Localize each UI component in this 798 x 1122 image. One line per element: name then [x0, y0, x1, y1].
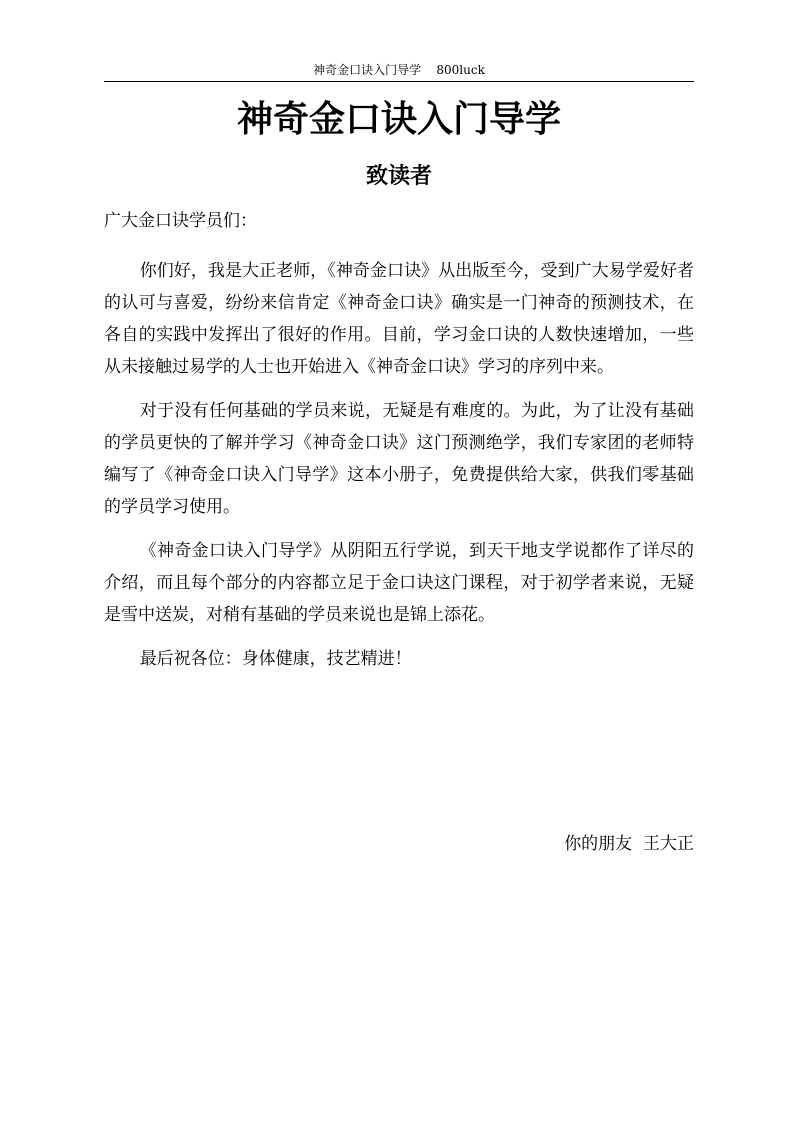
- salutation: 广大金口诀学员们：: [104, 211, 257, 231]
- paragraph-contents: 《神奇金口诀入门导学》从阴阳五行学说，到天干地支学说都作了详尽的介绍，而且每个部分的内容都立足于金口诀这门课程，对于初学者来说，无疑是雪中送炭，对稍有基础的学员来说也是锦上添花。: [104, 541, 694, 625]
- paragraph-greeting: 你们好，我是大正老师，《神奇金口诀》从出版至今，受到广大易学爱好者的认可与喜爱，纷纷来信肯定《神奇金口诀》确实是一门神奇的预测技术，在各自的实践中发挥出了很好的作用。目前，学习金口诀的人数快速增加，一些从未接触过易学的人士也开始进入《神奇金口诀》学习的序列中来。: [104, 261, 694, 377]
- letter-body: [104, 255, 694, 675]
- header-rule: [104, 81, 694, 82]
- paragraph-purpose: 对于没有任何基础的学员来说，无疑是有难度的。为此，为了让没有基础的学员更快的了解并学习《神奇金口诀》这门预测绝学，我们专家团的老师特编写了《神奇金口诀入门导学》这本小册子，免费提供给大家，供我们零基础的学员学习使用。: [104, 401, 694, 517]
- document-title: 神奇金口诀入门导学: [236, 99, 561, 140]
- paragraph-closing: 最后祝各位：身体健康，技艺精进！: [139, 649, 412, 669]
- signature: 你的朋友 王大正: [564, 834, 694, 854]
- running-header: 神奇金口诀入门导学 800luck: [313, 63, 485, 77]
- document-subtitle: 致读者: [365, 164, 432, 189]
